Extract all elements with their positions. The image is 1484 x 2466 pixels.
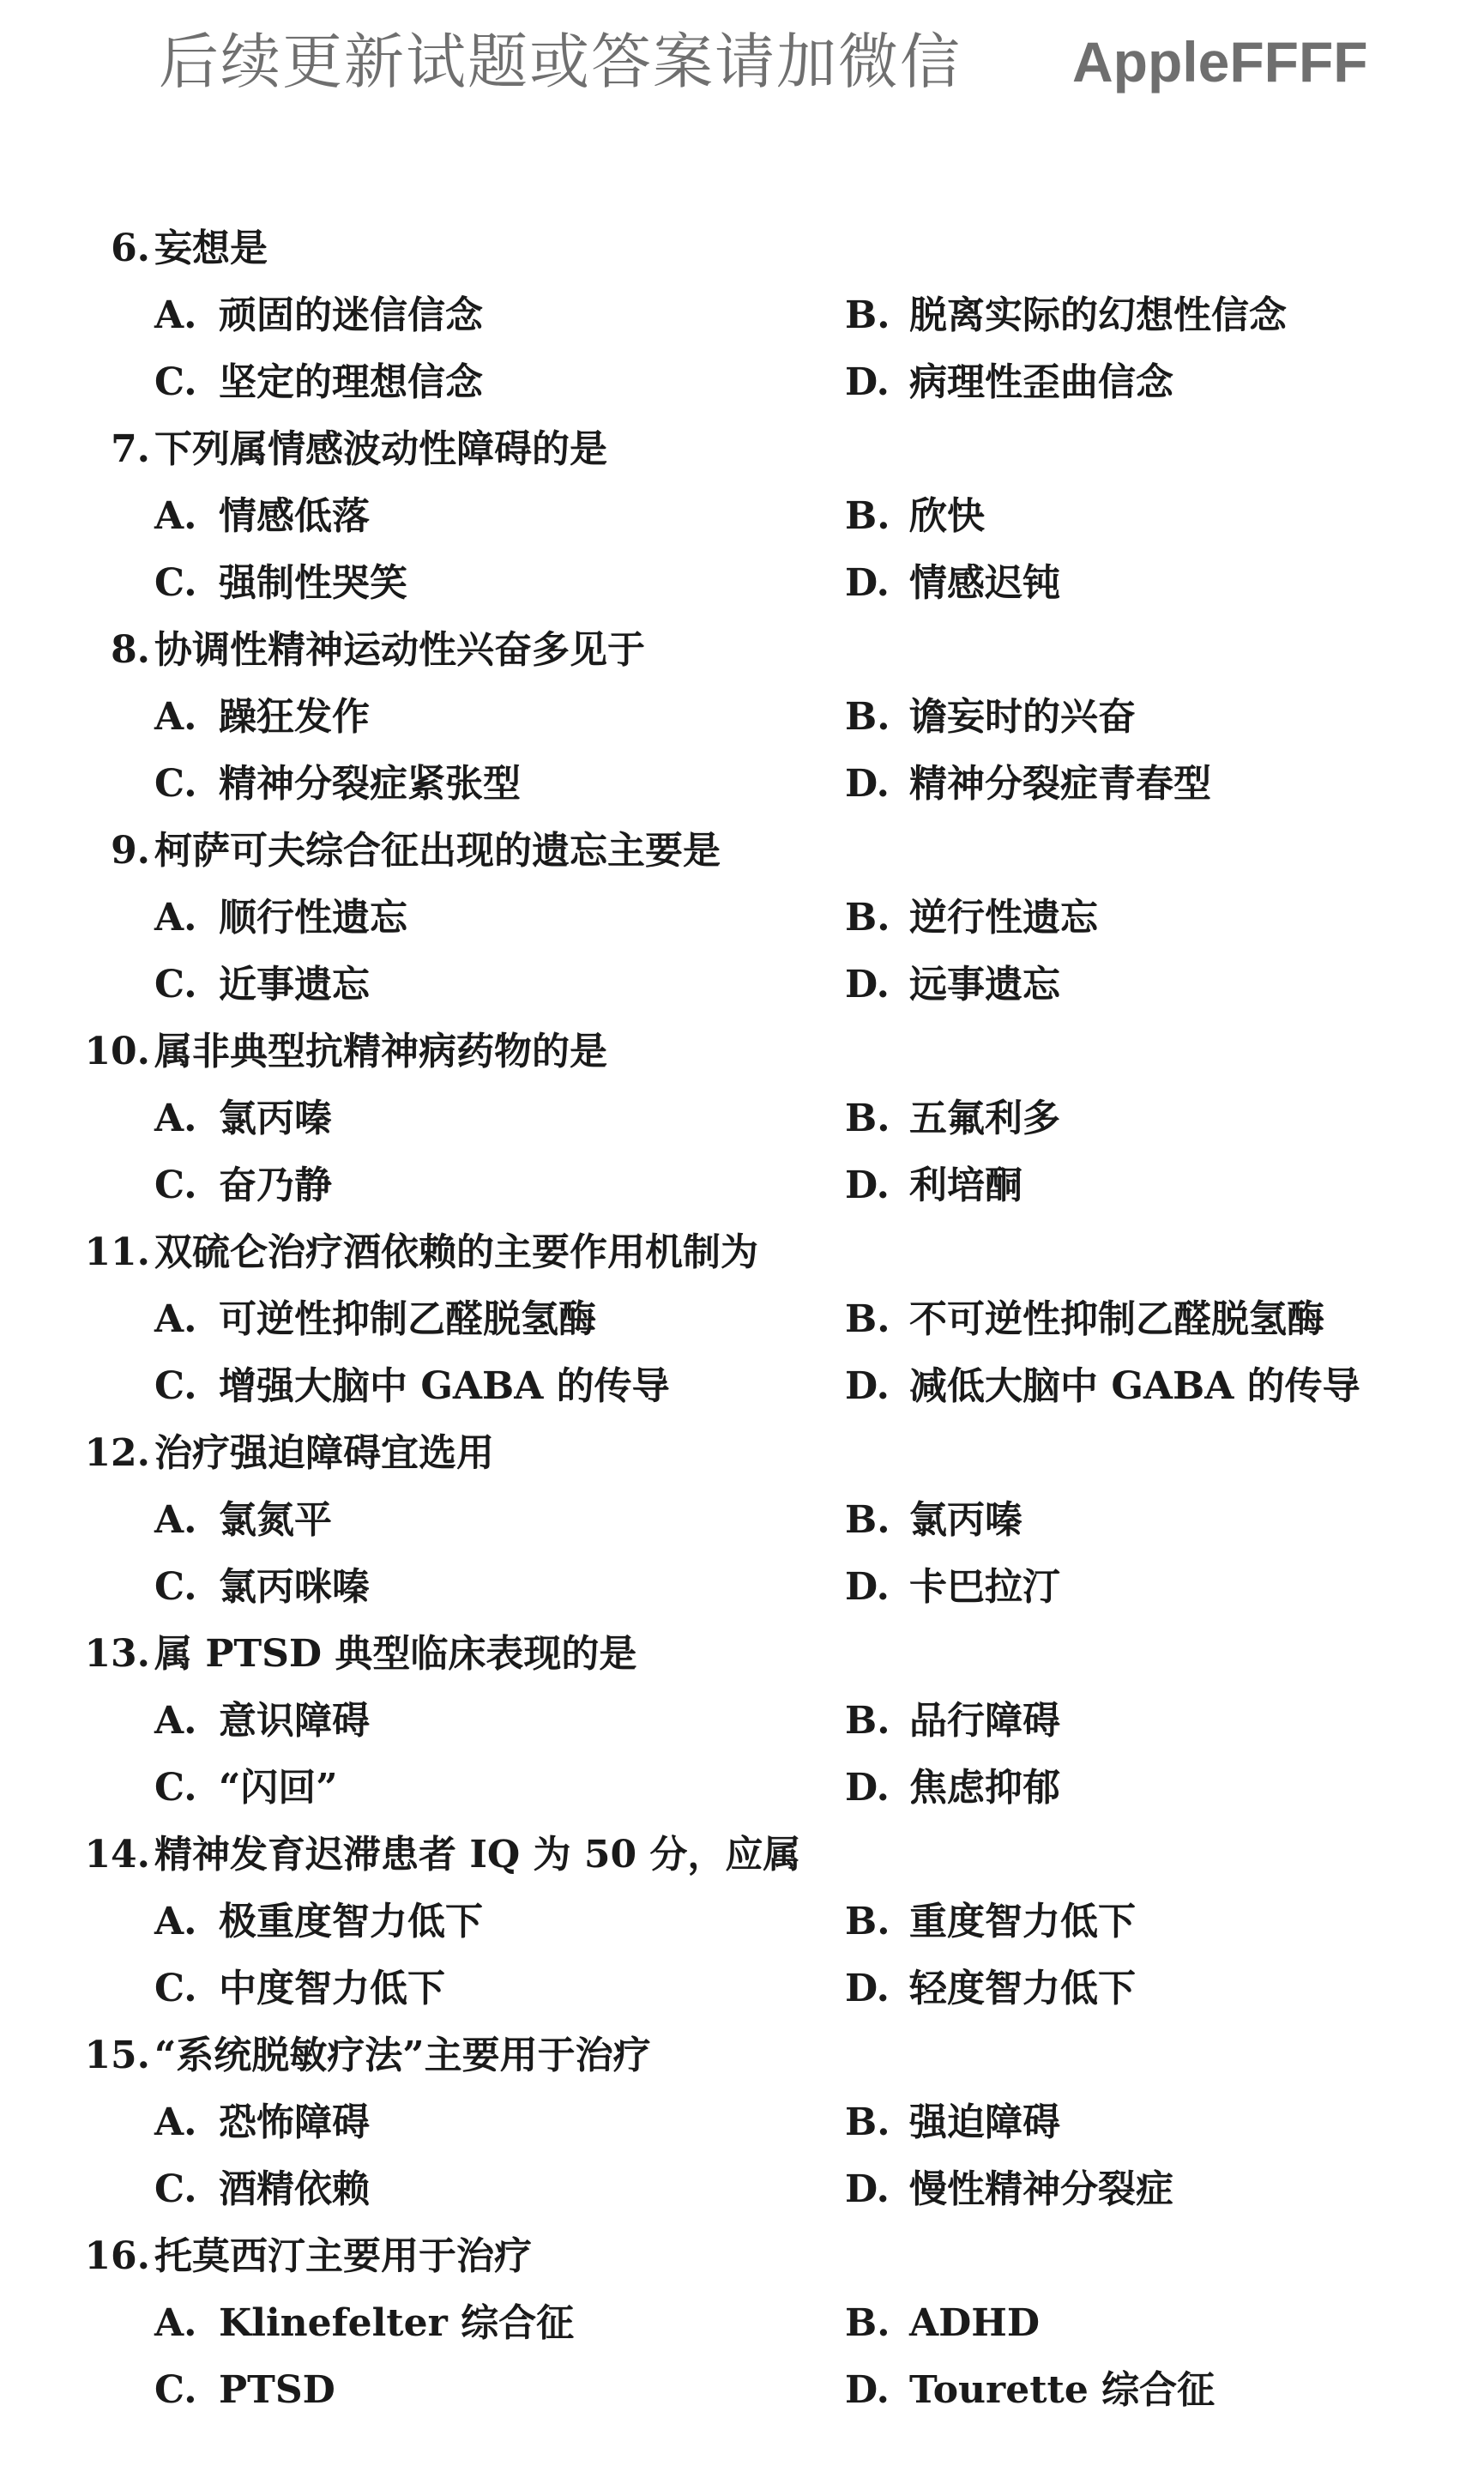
option-text: 欣快 xyxy=(909,494,985,538)
question-number: 12. xyxy=(84,1431,150,1475)
option-text: 五氟利多 xyxy=(909,1097,1060,1140)
question-number-box xyxy=(0,821,150,881)
option-letter: D. xyxy=(845,1565,890,1609)
option-letter: B. xyxy=(845,1699,890,1743)
option-text: 酒精依赖 xyxy=(219,2167,370,2211)
option-text: 氯丙咪嗪 xyxy=(219,1565,370,1609)
answer-option xyxy=(154,1892,483,1952)
answer-option xyxy=(845,487,985,547)
option-text: 轻度智力低下 xyxy=(909,1967,1136,2010)
option-letter: C. xyxy=(154,963,197,1006)
answer-option xyxy=(845,553,1060,613)
option-text: “闪回” xyxy=(219,1766,338,1810)
option-text: 氯丙嗪 xyxy=(219,1097,332,1140)
option-text: 慢性精神分裂症 xyxy=(909,2167,1173,2211)
option-text: 远事遗忘 xyxy=(909,963,1060,1006)
option-letter: B. xyxy=(845,896,890,940)
option-text: Tourette 综合征 xyxy=(909,2368,1216,2412)
answer-option xyxy=(845,353,1173,413)
option-text: 意识障碍 xyxy=(219,1699,370,1743)
option-text: 卡巴拉汀 xyxy=(909,1565,1060,1609)
answer-option xyxy=(845,2360,1215,2421)
option-text: 逆行性遗忘 xyxy=(909,896,1098,940)
option-text: 极重度智力低下 xyxy=(219,1900,483,1943)
answer-option xyxy=(154,1156,332,1216)
option-text: 精神分裂症紧张型 xyxy=(219,762,521,806)
option-letter: A. xyxy=(154,1900,197,1943)
option-letter: C. xyxy=(154,2368,197,2412)
option-text: 精神分裂症青春型 xyxy=(909,762,1211,806)
option-letter: D. xyxy=(845,1163,890,1207)
question-number: 10. xyxy=(84,1030,150,1073)
option-letter: C. xyxy=(154,561,197,605)
watermark-header xyxy=(0,19,1484,105)
answer-option xyxy=(845,1089,1060,1149)
answer-option xyxy=(154,1758,338,1818)
option-text: 焦虑抑郁 xyxy=(909,1766,1060,1810)
option-letter: D. xyxy=(845,1967,890,2010)
question-number-box xyxy=(0,620,150,680)
option-text: 坚定的理想信念 xyxy=(219,360,483,404)
option-letter: A. xyxy=(154,293,197,337)
option-text: 不可逆性抑制乙醛脱氢酶 xyxy=(909,1297,1324,1341)
question-stem: 属 PTSD 典型临床表现的是 xyxy=(154,1632,637,1676)
question-stem: 属非典型抗精神病药物的是 xyxy=(154,1030,607,1073)
answer-option xyxy=(845,1357,1360,1417)
question-number: 13. xyxy=(84,1632,150,1676)
answer-option xyxy=(845,286,1287,346)
option-text: 重度智力低下 xyxy=(909,1900,1136,1943)
option-letter: B. xyxy=(845,1900,890,1943)
question-number: 14. xyxy=(84,1833,150,1877)
option-letter: B. xyxy=(845,1097,890,1140)
question-number: 6. xyxy=(111,227,150,270)
option-letter: C. xyxy=(154,360,197,404)
option-letter: A. xyxy=(154,2301,197,2345)
option-letter: C. xyxy=(154,1163,197,1207)
answer-option xyxy=(845,888,1098,948)
option-text: Klinefelter 综合征 xyxy=(219,2301,575,2345)
answer-option xyxy=(154,286,483,346)
question-stem: 托莫西汀主要用于治疗 xyxy=(154,2234,532,2278)
answer-option xyxy=(154,553,407,613)
question-number-box xyxy=(0,1825,150,1885)
answer-option xyxy=(154,2360,335,2421)
question-number-box xyxy=(0,219,150,279)
question-stem: 柯萨可夫综合征出现的遗忘主要是 xyxy=(154,829,721,873)
question-number: 16. xyxy=(84,2234,150,2278)
option-letter: D. xyxy=(845,360,890,404)
question-stem: 双硫仑治疗酒依赖的主要作用机制为 xyxy=(154,1230,758,1274)
option-letter: D. xyxy=(845,561,890,605)
answer-option xyxy=(845,687,1136,747)
question-number: 11. xyxy=(84,1230,150,1274)
answer-option xyxy=(154,1490,332,1550)
option-letter: D. xyxy=(845,2368,890,2412)
question-number-box xyxy=(0,2227,150,2287)
option-text: 情感低落 xyxy=(219,494,370,538)
question-number-box xyxy=(0,1423,150,1484)
option-text: 氯氮平 xyxy=(219,1498,332,1542)
answer-option xyxy=(154,487,370,547)
option-letter: A. xyxy=(154,1498,197,1542)
option-text: 谵妄时的兴奋 xyxy=(909,695,1136,739)
answer-option xyxy=(154,1290,596,1350)
answer-option xyxy=(154,754,521,814)
option-letter: B. xyxy=(845,2100,890,2144)
question-stem: 妄想是 xyxy=(154,227,268,270)
question-stem: 协调性精神运动性兴奋多见于 xyxy=(154,628,645,672)
question-number: 8. xyxy=(111,628,150,672)
option-letter: A. xyxy=(154,896,197,940)
option-letter: B. xyxy=(845,494,890,538)
answer-option xyxy=(845,1959,1136,2019)
option-letter: B. xyxy=(845,2301,890,2345)
answer-option xyxy=(845,1490,1023,1550)
option-letter: B. xyxy=(845,293,890,337)
answer-option xyxy=(154,1357,670,1417)
answer-option xyxy=(845,1557,1060,1617)
option-letter: A. xyxy=(154,2100,197,2144)
answer-option xyxy=(154,1691,370,1751)
option-text: 近事遗忘 xyxy=(219,963,370,1006)
answer-option xyxy=(845,2160,1173,2220)
option-letter: C. xyxy=(154,1967,197,2010)
question-stem: “系统脱敏疗法”主要用于治疗 xyxy=(154,2034,651,2077)
option-letter: D. xyxy=(845,963,890,1006)
option-letter: D. xyxy=(845,2167,890,2211)
answer-option xyxy=(154,955,370,1015)
option-text: 病理性歪曲信念 xyxy=(909,360,1173,404)
option-letter: A. xyxy=(154,1699,197,1743)
question-number-box xyxy=(0,1223,150,1283)
option-text: 强迫障碍 xyxy=(909,2100,1060,2144)
answer-option xyxy=(154,888,407,948)
option-letter: B. xyxy=(845,1498,890,1542)
answer-option xyxy=(845,2294,1040,2354)
answer-option xyxy=(154,1089,332,1149)
answer-option xyxy=(845,754,1211,814)
option-text: 奋乃静 xyxy=(219,1163,332,1207)
question-stem: 精神发育迟滞患者 IQ 为 50 分，应属 xyxy=(154,1833,801,1877)
answer-option xyxy=(154,2294,574,2354)
option-text: 脱离实际的幻想性信念 xyxy=(909,293,1287,337)
option-text: 氯丙嗪 xyxy=(909,1498,1023,1542)
option-letter: C. xyxy=(154,1364,197,1408)
option-text: 中度智力低下 xyxy=(219,1967,445,2010)
option-letter: C. xyxy=(154,2167,197,2211)
answer-option xyxy=(154,2160,370,2220)
option-text: 恐怖障碍 xyxy=(219,2100,370,2144)
answer-option xyxy=(845,1156,1023,1216)
option-text: 可逆性抑制乙醛脱氢酶 xyxy=(219,1297,596,1341)
option-letter: C. xyxy=(154,1766,197,1810)
option-text: 品行障碍 xyxy=(909,1699,1060,1743)
answer-option xyxy=(154,687,370,747)
question-stem: 治疗强迫障碍宜选用 xyxy=(154,1431,494,1475)
question-number: 15. xyxy=(84,2034,150,2077)
option-letter: D. xyxy=(845,762,890,806)
option-text: 情感迟钝 xyxy=(909,561,1060,605)
question-stem: 下列属情感波动性障碍的是 xyxy=(154,427,607,471)
option-text: 利培酮 xyxy=(909,1163,1023,1207)
option-text: 减低大脑中 GABA 的传导 xyxy=(909,1364,1360,1408)
question-number-box xyxy=(0,1624,150,1684)
question-number-box xyxy=(0,420,150,480)
answer-option xyxy=(845,1758,1060,1818)
question-number: 9. xyxy=(111,829,150,873)
header-text: 后续更新试题或答案请加微信 xyxy=(159,27,962,97)
option-text: 顽固的迷信信念 xyxy=(219,293,483,337)
option-text: 顺行性遗忘 xyxy=(219,896,407,940)
option-letter: A. xyxy=(154,695,197,739)
option-letter: C. xyxy=(154,1565,197,1609)
answer-option xyxy=(845,1892,1136,1952)
question-number-box xyxy=(0,1022,150,1082)
answer-option xyxy=(845,1691,1060,1751)
option-letter: D. xyxy=(845,1364,890,1408)
option-letter: A. xyxy=(154,1297,197,1341)
option-text: 强制性哭笑 xyxy=(219,561,407,605)
answer-option xyxy=(154,353,483,413)
answer-option xyxy=(845,2093,1060,2153)
option-text: PTSD xyxy=(219,2368,335,2412)
question-number: 7. xyxy=(111,427,150,471)
option-text: 增强大脑中 GABA 的传导 xyxy=(219,1364,670,1408)
question-number-box xyxy=(0,2026,150,2086)
answer-option xyxy=(154,1959,445,2019)
answer-option xyxy=(845,955,1060,1015)
option-letter: C. xyxy=(154,762,197,806)
option-letter: B. xyxy=(845,1297,890,1341)
option-letter: B. xyxy=(845,695,890,739)
answer-option xyxy=(154,1557,370,1617)
wechat-id: AppleFFFF xyxy=(1072,30,1368,94)
option-letter: A. xyxy=(154,1097,197,1140)
option-text: ADHD xyxy=(909,2301,1041,2345)
answer-option xyxy=(845,1290,1324,1350)
answer-option xyxy=(154,2093,370,2153)
option-letter: A. xyxy=(154,494,197,538)
option-text: 躁狂发作 xyxy=(219,695,370,739)
option-letter: D. xyxy=(845,1766,890,1810)
